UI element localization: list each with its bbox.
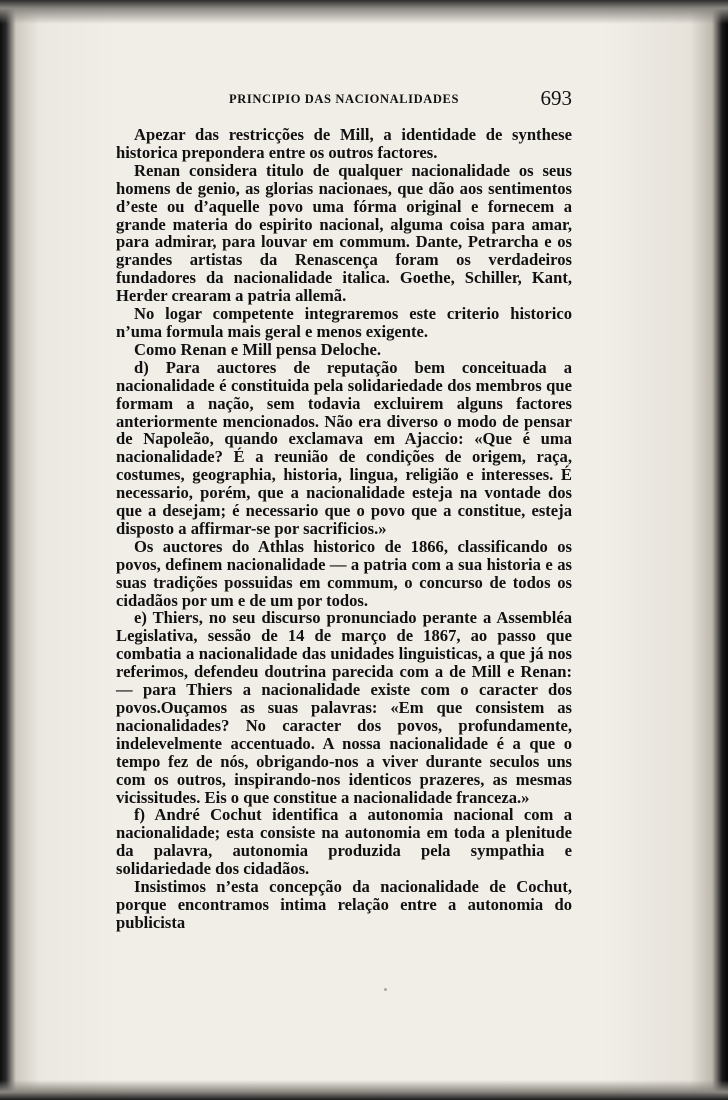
paragraph-thiers: e) Thiers, no seu discurso pronunciado perante a Assembléa Legislativa, sessão de 14 de março de 1867, ao passo que combatia a nacionalidade das unidades linguisticas, a que já nos referimos, defendeu doutrina parecida com a de Mill e Renan: — para Thiers a nacionalidade existe com o caracter dos povos.Ouçamos as suas palavras: «Em que consistem as nacionalidades? No caracter dos povos, profundamente, indelevelmente accentuado. A nossa nacionalidade é a que o tempo fez de nós, obrigando-nos a viver durante seculos uns com os outros, inspirando-nos identicos prazeres, as mesmas vicissitudes. Eis o que constitue a nacionalidade franceza.»: [116, 608, 572, 807]
paragraph-deloche: Como Renan e Mill pensa Deloche.: [134, 339, 382, 359]
scan-bottom-edge: [0, 1080, 728, 1100]
scan-top-edge: [0, 0, 728, 24]
page-number: 693: [540, 86, 572, 110]
paragraph-criterio: No logar competente integraremos este criterio historico n’uma formula mais geral e menos exigente.: [116, 304, 572, 341]
page-header: [116, 86, 572, 116]
paragraph-insistimos: Insistimos n’esta concepção da nacionalidade de Cochut, porque encontramos intima relação entre a autonomia do publicista: [116, 877, 572, 932]
paragraph-renan: Renan considera titulo de qualquer nacionalidade os seus homens de genio, as glorias nacionaes, que dão aos sentimentos d’este ou d’aquelle povo uma fórma original e fornecem a grande materia do espirito nacional, alguma coisa para amar, para admirar, para louvar em commum. Dante, Petrarcha e os grandes artistas da Renascença foram os verdadeiros fundadores da nacionalidade italica. Goethe, Schiller, Kant, Herder crearam a patria allemã.: [116, 160, 572, 306]
body-text: [116, 126, 572, 932]
paragraph-synthese: Apezar das restricções de Mill, a identidade de synthese historica prepondera entre os outros factores.: [116, 125, 572, 162]
paragraph-napoleao: d) Para auctores de reputação bem conceituada a nacionalidade é constituida pela solidariedade dos membros que formam a nação, sem todavia excluirem alguns factores anteriormente mencionados. Não era diverso o modo de pensar de Napoleão, quando exclamava em Ajaccio: «Que é uma nacionalidade? É a reunião de condições de origem, raça, costumes, geographia, historia, lingua, religião e interesses. É necessario, porém, que a nacionalidade esteja na vontade dos que a desejam; é necessario que o povo que a constitue, esteja disposto a affirmar-se por sacrificios.»: [116, 357, 572, 538]
paragraph-athlas: Os auctores do Athlas historico de 1866, classificando os povos, definem nacionalidade — a patria com a sua historia e as suas tradições possuidas em commum, o concurso de todos os cidadãos por um e de um por todos.: [116, 536, 572, 610]
paper-speck: [384, 988, 387, 991]
paragraph-cochut: f) André Cochut identifica a autonomia nacional com a nacionalidade; esta consiste na autonomia em toda a plenitude da palavra, autonomia produzida pela sympathia e solidariedade dos cidadãos.: [116, 805, 572, 879]
running-title: PRINCIPIO DAS NACIONALIDADES: [229, 92, 460, 106]
